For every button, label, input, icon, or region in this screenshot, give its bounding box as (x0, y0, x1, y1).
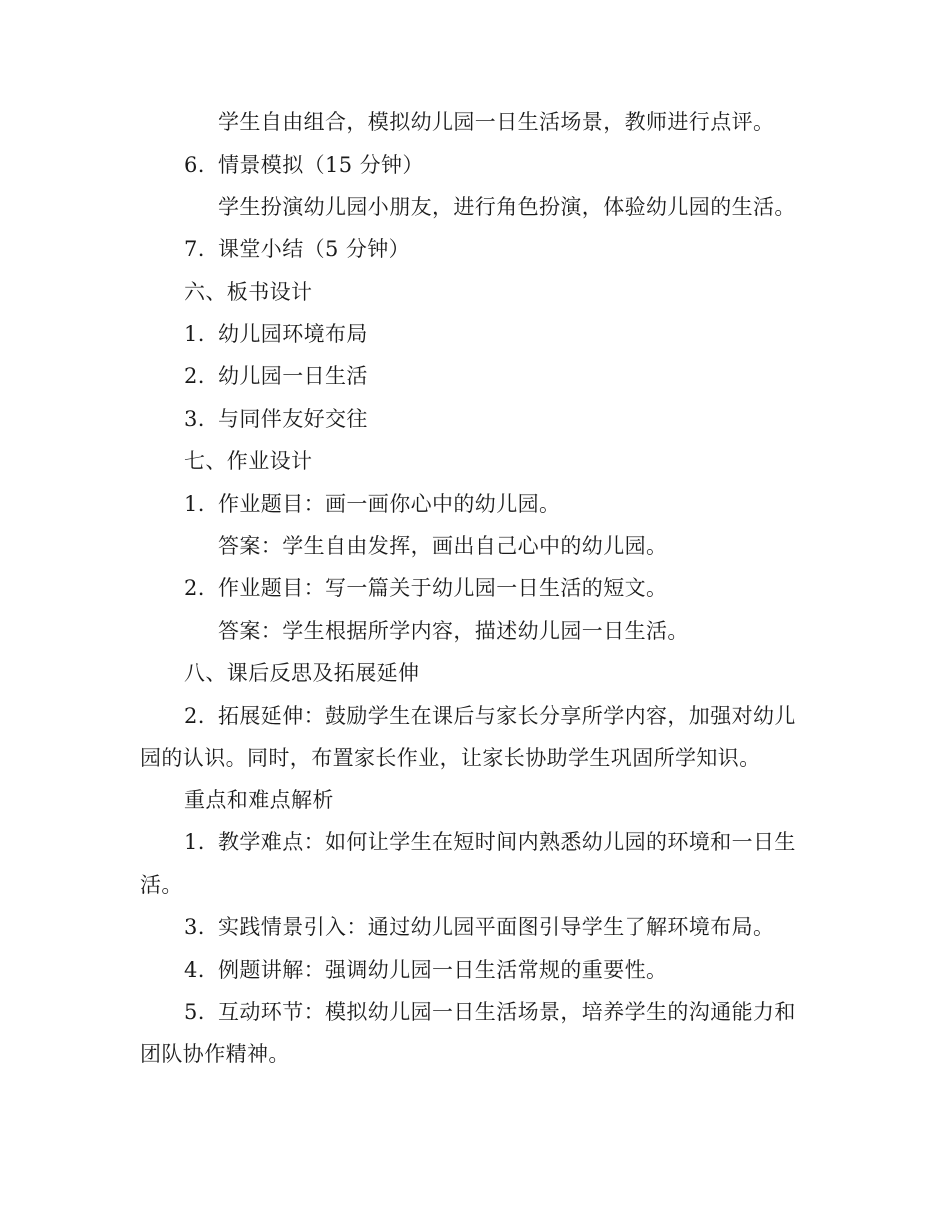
homework-item (184, 574, 667, 602)
list-number: 3. (184, 407, 205, 431)
key-point-continuation: 团队协作精神。 (140, 1042, 290, 1066)
list-number: 3. (184, 915, 205, 939)
section-heading-board-design: 六、板书设计 (184, 280, 313, 304)
key-point-item (184, 956, 667, 984)
key-point-item (184, 828, 796, 856)
list-text: 幼儿园一日生活 (218, 364, 368, 388)
list-text: 作业题目：画一画你心中的幼儿园。 (218, 492, 561, 516)
list-number: 2. (184, 576, 205, 600)
homework-answer: 答案：学生自由发挥，画出自己心中的幼儿园。 (218, 534, 668, 558)
list-number: 5. (184, 1000, 205, 1024)
list-number: 6. (184, 153, 205, 177)
list-text: 幼儿园环境布局 (218, 322, 368, 346)
extension-item (184, 702, 796, 730)
board-item (184, 320, 368, 348)
list-text: 教学难点：如何让学生在短时间内熟悉幼儿园的环境和一日生 (218, 830, 796, 854)
key-point-item (184, 913, 774, 941)
list-item-6 (184, 151, 424, 179)
list-number: 1. (184, 492, 205, 516)
rollplay-description: 学生自由组合，模拟幼儿园一日生活场景，教师进行点评。 (218, 110, 775, 134)
list-item-7 (184, 235, 410, 263)
list-text: 作业题目：写一篇关于幼儿园一日生活的短文。 (218, 576, 668, 600)
key-point-item (184, 998, 796, 1026)
list-number: 1. (184, 322, 205, 346)
section-heading-reflection: 八、课后反思及拓展延伸 (184, 661, 420, 685)
list-number: 7. (184, 237, 205, 261)
key-point-continuation: 活。 (140, 873, 183, 897)
board-item (184, 405, 368, 433)
list-text: 情景模拟（15 分钟） (218, 153, 424, 177)
list-text: 互动环节：模拟幼儿园一日生活场景，培养学生的沟通能力和 (218, 1000, 796, 1024)
homework-answer: 答案：学生根据所学内容，描述幼儿园一日生活。 (218, 619, 689, 643)
list-text: 与同伴友好交往 (218, 407, 368, 431)
section-heading-homework: 七、作业设计 (184, 449, 313, 473)
extension-continuation: 园的认识。同时，布置家长作业，让家长协助学生巩固所学知识。 (140, 746, 761, 770)
board-item (184, 362, 368, 390)
list-text: 例题讲解：强调幼儿园一日生活常规的重要性。 (218, 958, 668, 982)
list-number: 2. (184, 704, 205, 728)
section-heading-key-points: 重点和难点解析 (184, 788, 334, 812)
item6-description: 学生扮演幼儿园小朋友，进行角色扮演，体验幼儿园的生活。 (218, 195, 796, 219)
list-number: 1. (184, 830, 205, 854)
list-text: 课堂小结（5 分钟） (218, 237, 411, 261)
list-number: 4. (184, 958, 205, 982)
list-text: 实践情景引入：通过幼儿园平面图引导学生了解环境布局。 (218, 915, 775, 939)
list-text: 拓展延伸：鼓励学生在课后与家长分享所学内容，加强对幼儿 (218, 704, 796, 728)
homework-item (184, 490, 560, 518)
list-number: 2. (184, 364, 205, 388)
